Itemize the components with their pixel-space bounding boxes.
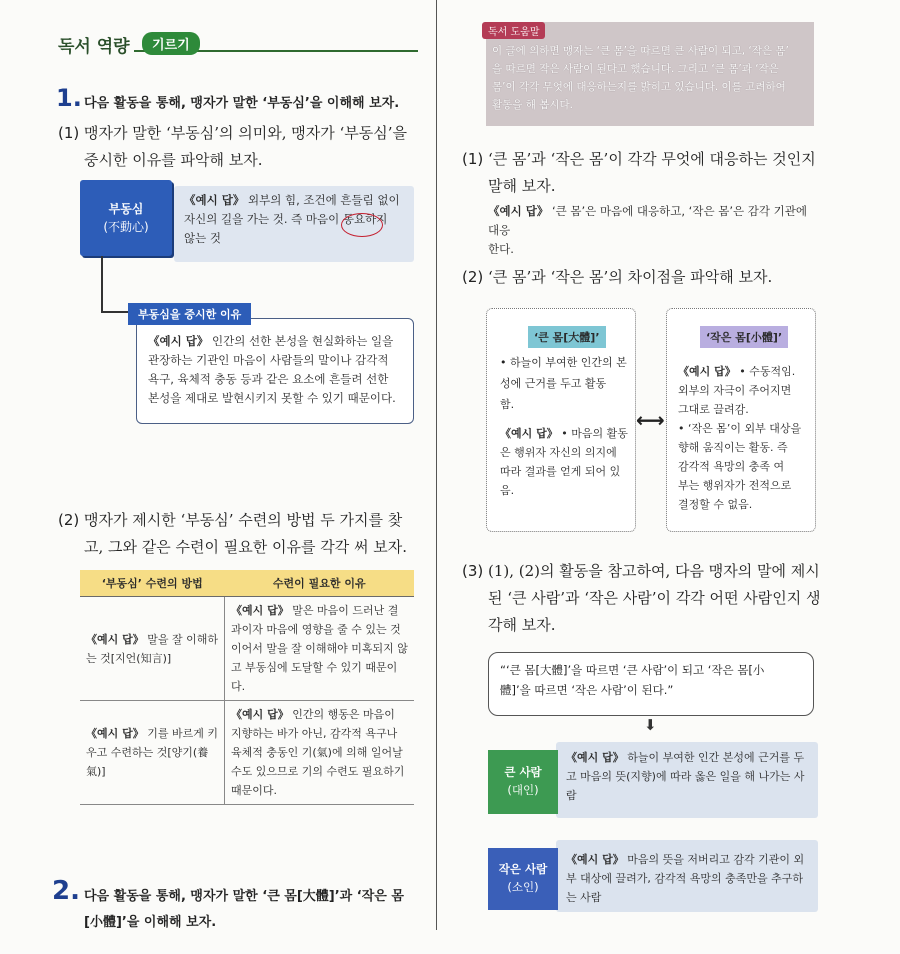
example-answer-label: 《예시 답》: [566, 853, 624, 866]
note-line: 몸’이 각각 무엇에 대응하는지를 밝히고 있습니다. 이를 고려하여: [492, 81, 786, 93]
q1-sub1-question: [84, 120, 424, 174]
reason-text: 인간의 행동은 마음이 지향하는 바가 아닌, 감각적 욕구나 육체적 충동인 기(氣)에 의해 일어날 수도 있으므로 기의 수련도 필요하기 때문이다.: [231, 708, 405, 797]
answer-line: 하늘이 부여한 인간 본성에 근거를 두: [627, 751, 805, 764]
handwritten-line: 성에 근거를 두고 활동: [500, 377, 607, 390]
header-pill: 기르기: [142, 32, 200, 55]
answer-line: 인간의 선한 본성을 현실화하는 일을: [212, 334, 394, 348]
q2-number: 2.: [52, 876, 80, 906]
example-answer-label: 《예시 답》: [184, 193, 245, 207]
q2-sub1-marker: (1): [462, 150, 484, 168]
example-answer-label: 《예시 답》: [231, 604, 289, 617]
example-answer-label: 《예시 답》: [86, 727, 144, 740]
table-header-reason: 수련이 필요한 이유: [225, 570, 415, 597]
handwritten-line: 함.: [500, 398, 515, 411]
answer-line: 감각적 욕망의 충족 여: [678, 460, 785, 473]
answer-line: 그대로 끌려감.: [678, 403, 749, 416]
table-header-method: ‘부동심’ 수련의 방법: [80, 570, 225, 597]
answer-line: 자신의 길을 가는 것. 즉 마음이 동요하지: [184, 212, 388, 226]
q1-sub1-line: 중시한 이유를 파악해 보자.: [84, 151, 263, 169]
q1-sub2-line: 맹자가 제시한 ‘부동심’ 수련의 방법 두 가지를 찾: [84, 511, 403, 529]
quote-line: 體]’을 따르면 ‘작은 사람’이 된다.”: [500, 683, 674, 697]
q2-text: [84, 884, 424, 936]
section-header: [58, 28, 418, 62]
q2-line: 다음 활동을 통해, 맹자가 말한 ‘큰 몸[大體]’과 ‘작은 몸: [84, 889, 404, 904]
big-person-hanja: (대인): [507, 783, 539, 797]
method-table: [80, 570, 414, 805]
q2-sub3-line: (1), (2)의 활동을 참고하여, 다음 맹자의 말에 제시: [488, 562, 820, 580]
reading-note-text: [492, 42, 810, 114]
table-row: [80, 701, 414, 805]
mencius-quote: [500, 660, 810, 700]
big-body-label: ‘큰 몸[大體]’: [528, 326, 606, 348]
budongsim-box: [80, 180, 172, 256]
table-row: [80, 597, 414, 701]
quote-line: “‘큰 몸[大體]’을 따르면 ‘큰 사람’이 되고 ‘작은 몸[小: [500, 663, 765, 677]
reason-text: 말은 마음이 드러난 결과이자 마음에 영향을 줄 수 있는 것이어서 말을 잘 이해해야 미혹되지 않고 부동심에 도달할 수 있기 때문이다.: [231, 604, 408, 693]
q1-sub2-question: [84, 507, 424, 561]
q2-sub2-question: ‘큰 몸’과 ‘작은 몸’의 차이점을 파악해 보자.: [488, 268, 773, 286]
header-title: 독서 역량: [58, 32, 134, 57]
example-answer-label: 《예시 답》: [231, 708, 289, 721]
answer-line: 욕구, 육체적 충동 등과 같은 요소에 흔들려 선한: [148, 372, 389, 386]
answer-line: 따라 결과를 얻게 되어 있: [500, 465, 621, 478]
answer-line: 고 마음의 뜻(지향)에 따라 옳은 일을 해 나가는 사: [566, 770, 805, 783]
table-cell-method: [80, 597, 225, 701]
answer-line: ‘큰 몸’은 마음에 대응하고, ‘작은 몸’은 감각 기관에 대응: [488, 204, 807, 237]
answer-line: • ‘작은 몸’이 외부 대상을: [678, 422, 802, 435]
q2-line: [小體]’을 이해해 보자.: [84, 915, 217, 930]
q1-number: 1.: [56, 84, 82, 112]
budongsim-hanja: (不動心): [103, 220, 149, 234]
example-answer-label: 《예시 답》: [488, 204, 549, 218]
reason-label: 부동심을 중시한 이유: [128, 303, 251, 325]
answer-line: 외부의 힘, 조건에 흔들림 없이: [248, 193, 400, 207]
down-arrow-icon: ⬇: [644, 716, 657, 734]
answer-line: 본성을 제대로 발현시키지 못할 수 있기 때문이다.: [148, 391, 396, 405]
example-answer-label: 《예시 답》: [566, 751, 624, 764]
answer-line: 는 사람: [566, 891, 602, 904]
table-cell-method: [80, 701, 225, 805]
connector-horizontal: [101, 311, 129, 313]
table-cell-reason: [225, 701, 415, 805]
answer-line: 결정할 수 없음.: [678, 498, 753, 511]
small-body-label: ‘작은 몸[小體]’: [700, 326, 788, 348]
answer-line: 음.: [500, 484, 515, 497]
q2-sub1-question: [488, 146, 828, 200]
table-cell-reason: [225, 597, 415, 701]
big-person-box: [488, 750, 558, 814]
answer-line: 은 행위자 자신의 의지에: [500, 446, 617, 459]
q2-sub3-line: 각해 보자.: [488, 616, 556, 634]
answer-line: 않는 것: [184, 231, 221, 245]
method-text: 기를 바르게 키우고 수련하는 것[양기(養氣)]: [86, 727, 218, 778]
answer-line: 부는 행위자가 전적으로: [678, 479, 792, 492]
q1-sub1-marker: (1): [58, 124, 80, 142]
reading-note-tag: 독서 도움말: [482, 22, 545, 39]
q2-sub3-line: 된 ‘큰 사람’과 ‘작은 사람’이 각각 어떤 사람인지 생: [488, 589, 821, 607]
small-person-box: [488, 848, 558, 910]
big-body-handwritten: [500, 352, 630, 415]
q1-sub2-line: 고, 그와 같은 수련이 필요한 이유를 각각 써 보자.: [84, 538, 407, 556]
answer-line: 람: [566, 789, 577, 802]
note-line: 이 글에 의하면 맹자는 ‘큰 몸’을 따르면 큰 사람이 되고, ‘작은 몸’: [492, 45, 789, 57]
double-arrow-icon: ⟷: [636, 408, 665, 432]
note-line: 을 따르면 작은 사람이 된다고 했습니다. 그리고 ‘큰 몸’과 ‘작은: [492, 63, 779, 75]
answer-line: 마음의 뜻을 저버리고 감각 기관이 외: [627, 853, 805, 866]
q1-sub1-line: 맹자가 말한 ‘부동심’의 의미와, 맹자가 ‘부동심’을: [84, 124, 407, 142]
example-answer-label: 《예시 답》: [86, 632, 144, 646]
answer-line: 부 대상에 끌려가, 감각적 욕망의 충족만을 추구하: [566, 872, 803, 885]
big-person-title: 큰 사람: [504, 765, 542, 779]
handwritten-line: • 수동적임.: [739, 365, 796, 378]
q2-sub1-line: 말해 보자.: [488, 177, 556, 195]
example-answer-label: 《예시 답》: [500, 427, 558, 440]
small-body-answer: [678, 362, 814, 514]
note-line: 활동을 해 봅시다.: [492, 99, 574, 111]
reason-answer: [148, 332, 410, 408]
q1-sub2-marker: (2): [58, 511, 80, 529]
q2-sub2-marker: (2): [462, 268, 484, 286]
method-text: 말을 잘 이해하는 것[지언(知言)]: [86, 632, 218, 665]
answer-line: 향해 움직이는 활동. 즉: [678, 441, 788, 454]
big-body-answer: [500, 424, 630, 500]
example-answer-label: 《예시 답》: [148, 334, 209, 348]
q2-sub3-question: [488, 558, 828, 639]
example-answer-label: 《예시 답》: [678, 365, 736, 378]
small-person-answer: [566, 850, 816, 907]
handwritten-line: • 하늘이 부여한 인간의 본: [500, 356, 627, 369]
column-divider: [436, 0, 437, 930]
handwritten-circle-mark: [341, 213, 383, 237]
connector-vertical: [101, 256, 103, 312]
answer-line: 관장하는 기관인 마음이 사람들의 말이나 감각적: [148, 353, 389, 367]
budongsim-title: 부동심: [108, 202, 144, 216]
small-person-title: 작은 사람: [498, 862, 548, 876]
q1-text: 다음 활동을 통해, 맹자가 말한 ‘부동심’을 이해해 보자.: [84, 96, 400, 111]
answer-line: • 마음의 활동: [561, 427, 628, 440]
answer-line: 한다.: [488, 242, 514, 256]
big-person-answer: [566, 748, 816, 805]
answer-line: 외부의 자극이 주어지면: [678, 384, 792, 397]
q2-sub3-marker: (3): [462, 562, 484, 580]
q2-sub1-line: ‘큰 몸’과 ‘작은 몸’이 각각 무엇에 대응하는 것인지: [488, 150, 816, 168]
small-person-hanja: (소인): [507, 880, 539, 894]
q2-sub1-answer: [488, 202, 818, 259]
